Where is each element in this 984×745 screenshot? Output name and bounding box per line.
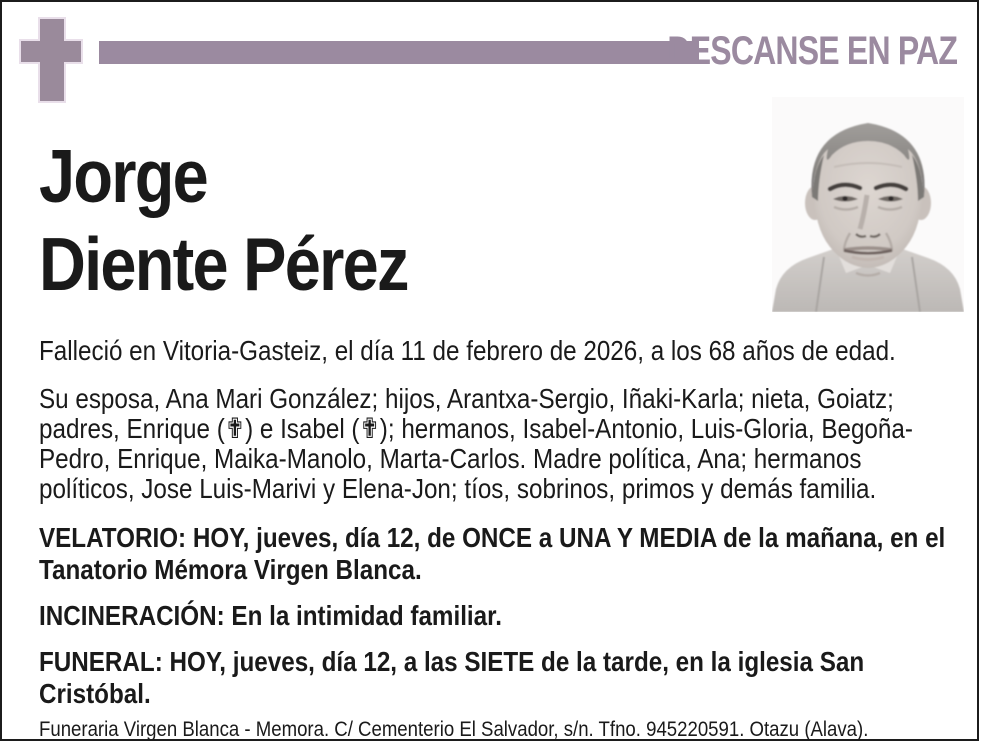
funeral-info: FUNERAL: HOY, jueves, día 12, a las SIETE de la tarde, en la iglesia San Cristóbal. [39,646,865,709]
deceased-first-name: Jorge [39,134,208,218]
funeral-home-contact: Funeraria Virgen Blanca - Memora. C/ Cementerio El Salvador, s/n. Tfno. 945220591. Otazu (Alava). [39,717,869,741]
obituary-body [39,2,947,741]
deceased-last-name: Diente Pérez [39,222,408,306]
family-relatives: Su esposa, Ana Mari González; hijos, Arantxa-Sergio, Iñaki-Karla; nieta, Goiatz; padres, Enrique (✟) e Isabel (✟); hermanos, Isabel-Antonio, Luis-Gloria, Begoña-Pedro, Enrique, Maika-Manolo, Marta-Carlos. Madre política, Ana; hermanos políticos, Jose Luis-Marivi y Elena-Jon; tíos, sobrinos, primos y demás familia. [39,383,913,504]
wake-info: VELATORIO: HOY, jueves, día 12, de ONCE a UNA Y MEDIA de la mañana, en el Tanatorio Mémora Virgen Blanca. [39,522,946,585]
death-announcement: Falleció en Vitoria-Gasteiz, el día 11 de febrero de 2026, a los 68 años de edad. [39,335,896,366]
rest-in-peace-motto: DESCANSE EN PAZ [667,29,957,73]
cremation-info: INCINERACIÓN: En la intimidad familiar. [39,600,502,631]
deceased-name [39,132,947,308]
